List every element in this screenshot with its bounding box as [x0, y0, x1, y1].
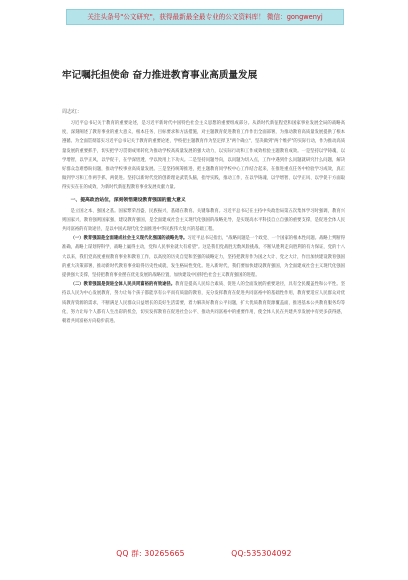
- document-title: 牢记嘱托担使命 奋力推进教育事业高质量发展: [62, 70, 258, 81]
- header-banner: 关注头条号"公文研究"，获得最新最全最专业的公文资料库！ 微信：gongwenyj: [66, 9, 344, 25]
- body-paragraph: [62, 234, 345, 280]
- body-paragraph: 习近平总书记关于教育的重要论述，是习近平新时代中国特色社会主义思想的重要组成部分。从新时代新征程党和国家事业发展全局的战略高度，深刻阐述了教育事业的重大意义、根本任务、目标要求和方法措施，对主题教育促进教育工作作出全面部署，为推动教育高质量发展提供了根本遵循。为全面贯彻落实习近平总书记关于教育的重要论述，学校把主题教育作为坚定捍卫"两个确立"、坚决做到"两个维护"的实际行动，作为推动高质量发展的重要抓手，切实把学习贯彻成果转化为推动学校高质量发展的强大动力，以实际行动和工作成效检验主题教育成效。一是坚持以学铸魂，以学增智，以学正风，以学促干，在学深悟透、学以致用上下功夫。二是坚持问题导向，以问题为切入点，工作中遇到什么问题就研究什么问题，解决好群众急难愁盼问题，推动学校事业高质量发展。三是坚持统筹推进，把主题教育同学校中心工作结合起来，在推进重点任务中检验学习成效，真正做到学习和工作两手抓、两促进。坚持以新时代党的创新理论武装头脑，指导实践，推动工作，在以学铸魂、以学增智、以学正风、以学促干方面取得实实在在的成效，为新时代新征程教育事业发展贡献力量。: [62, 121, 345, 191]
- document-body: [62, 119, 345, 534]
- footer-qq-group: QQ 群: 30265665: [116, 549, 185, 558]
- paragraph-lead: （二）教育强国是促进全体人民共同富裕的有效途径。: [70, 282, 176, 288]
- section-heading: 一、提高政治站位，深刻领悟建设教育强国的重大意义: [70, 197, 186, 203]
- paragraph-lead: （一）教育强国是全面建成社会主义现代化强国的战略先导。: [70, 236, 188, 242]
- footer-contact: [0, 548, 408, 559]
- paragraph-text: 教育是提高人民综合素质、促进人的全面发展的重要途径，具有全民覆盖性和公平性。坚持以人民为中心发展教育，努力让每个孩子都能享有公平而有质量的教育，充分发挥教育在促进共同富裕中的基础性作用，教育要适应人民群众对优质教育资源的需求，不断满足人民群众日益增长的美好生活需要，着力解决好教育公平问题，扩大优质教育资源覆盖面，推进基本公共教育服务均等化，努力让每个人都有人生出彩的机会，切实发挥教育在促进社会公平、推动共同富裕中的重要作用，使全体人民在共建共享发展中有更多获得感，朝着共同富裕方向稳步前进。: [62, 282, 345, 325]
- body-paragraph: [62, 280, 345, 326]
- author-line: 周志红：: [62, 109, 83, 115]
- body-paragraph: 是立国之本、强国之基。国家繁荣昌盛、民族振兴，基础在教育。关键靠教育。习近平总书记在主持中央政治局第五次集体学习时强调，教育兴则国家兴，教育强则国家强，建设教育强国，是全面建成社会主义现代化强国的战略先导，是实现高水平科技自立自强的重要支撑，是促进全体人民共同富裕的有效途径，是以中国式现代化全面推进中华民族伟大复兴的基础工程。: [62, 208, 345, 233]
- footer-qq: QQ:535304092: [231, 549, 292, 558]
- paragraph-text: 习近平总书记指出，"战略问题是一个政党、一个国家的根本性问题。战略上判断得准确，战略上谋划得科学，战略上赢得主动，党和人民事业就大有希望"。这是我们党战胜无数风险挑战、不断从胜利走向胜利的有力保证，党的十八大以来，我们党高度重视教育事业和教育工作，以高度的历史自觉和坚强的战略定力，坚持把教育作为国之大计、党之大计，作出加快建设教育强国的重大决策部署，推动新时代教育事业取得历史性成就、发生格局性变化。进入新时代，我们要加快建设教育强国，为全面建成社会主义现代化强国提供强大支撑，坚持把教育事业摆在优先发展的战略位置，加快建设中国特色社会主义教育强国的进程。: [62, 236, 345, 279]
